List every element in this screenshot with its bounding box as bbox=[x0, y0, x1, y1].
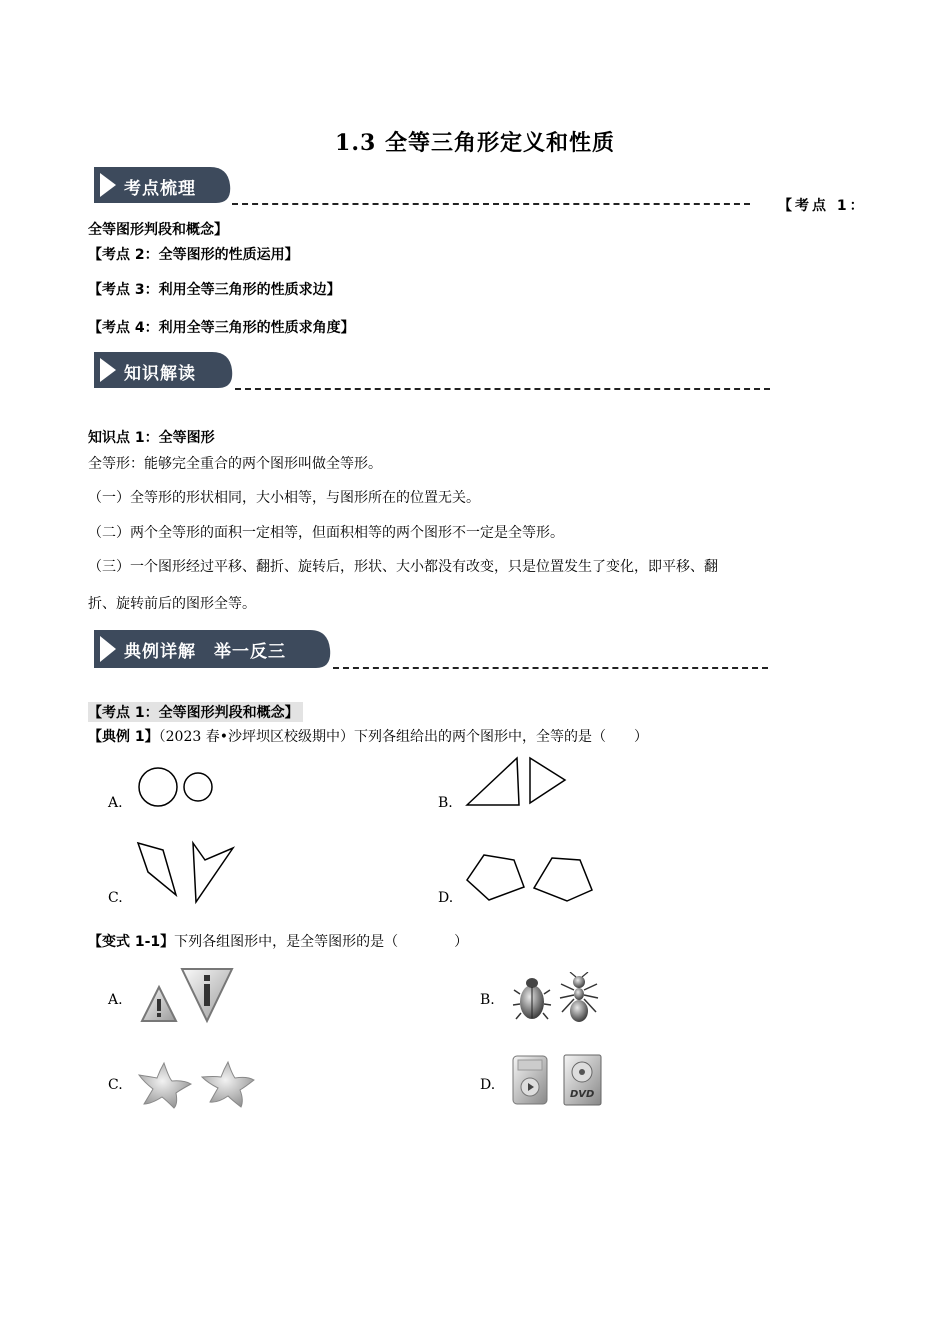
variant-option-b-label: B. bbox=[480, 992, 495, 1008]
kaodian-4: 【考点 4：利用全等三角形的性质求角度】 bbox=[88, 320, 355, 336]
knowledge-heading: 知识点 1：全等图形 bbox=[88, 430, 215, 446]
ant-icon bbox=[560, 972, 598, 1022]
variant-option-c-label: C. bbox=[108, 1077, 123, 1093]
knowledge-p2: （二）两个全等形的面积一定相等，但面积相等的两个图形不一定是全等形。 bbox=[88, 525, 564, 541]
option-b-label: B. bbox=[438, 795, 453, 811]
knowledge-p1: （一）全等形的形状相同，大小相等，与图形所在的位置无关。 bbox=[88, 490, 480, 506]
variant-option-a-label: A. bbox=[108, 992, 123, 1008]
circles-figure bbox=[135, 765, 215, 810]
example-kaodian-tag: 【考点 1：全等图形判段和概念】 bbox=[88, 702, 303, 722]
starfish-icon bbox=[139, 1063, 191, 1108]
option-d-label: D. bbox=[438, 890, 454, 906]
banner-kaodian-shuli: 考点梳理 bbox=[90, 165, 232, 205]
option-c-label: C. bbox=[108, 890, 123, 906]
music-player-icon bbox=[513, 1056, 547, 1104]
kaodian-1-part2: 全等图形判段和概念】 bbox=[88, 222, 228, 238]
kaodian-3: 【考点 3：利用全等三角形的性质求边】 bbox=[88, 282, 341, 298]
variant-question: 下列各组图形中，是全等图形的是（ ） bbox=[174, 934, 469, 950]
kaodian-2: 【考点 2：全等图形的性质运用】 bbox=[88, 247, 299, 263]
variant-option-d-label: D. bbox=[480, 1077, 496, 1093]
pentagons-figure bbox=[462, 850, 602, 910]
kaodian-1-part1: 【考点 1： bbox=[778, 198, 867, 214]
quadrilaterals-figure bbox=[133, 838, 243, 908]
dvd-logo-text: DVD bbox=[570, 1089, 595, 1100]
divider-line bbox=[235, 388, 770, 390]
starfish-icon bbox=[202, 1062, 254, 1107]
starfish-figure bbox=[136, 1060, 258, 1110]
media-devices-figure bbox=[510, 1052, 606, 1108]
example-question: （2023 春•沙坪坝区校级期中）下列各组给出的两个图形中，全等的是（ ） bbox=[158, 729, 648, 745]
divider-line bbox=[333, 667, 768, 669]
page-title: 1.3 全等三角形定义和性质 bbox=[335, 130, 615, 156]
triangles-figure bbox=[462, 755, 572, 810]
variant-label: 【变式 1-1】 bbox=[88, 934, 175, 950]
knowledge-p3-line2: 折、旋转前后的图形全等。 bbox=[88, 596, 256, 612]
insects-figure bbox=[512, 972, 604, 1024]
knowledge-p3-line1: （三）一个图形经过平移、翻折、旋转后，形状、大小都没有改变，只是位置发生了变化，即平移、翻 bbox=[88, 559, 718, 575]
warning-signs-figure bbox=[138, 965, 238, 1027]
divider-line bbox=[232, 203, 750, 205]
dvd-player-icon bbox=[564, 1055, 601, 1105]
option-a-label: A. bbox=[108, 795, 123, 811]
knowledge-definition: 全等形：能够完全重合的两个图形叫做全等形。 bbox=[88, 456, 382, 472]
banner-zhishi-jiedu: 知识解读 bbox=[90, 350, 235, 390]
beetle-icon bbox=[513, 978, 551, 1019]
example-label: 【典例 1】 bbox=[88, 729, 159, 745]
banner-dianli-xiangjie: 典例详解 举一反三 bbox=[90, 628, 333, 668]
